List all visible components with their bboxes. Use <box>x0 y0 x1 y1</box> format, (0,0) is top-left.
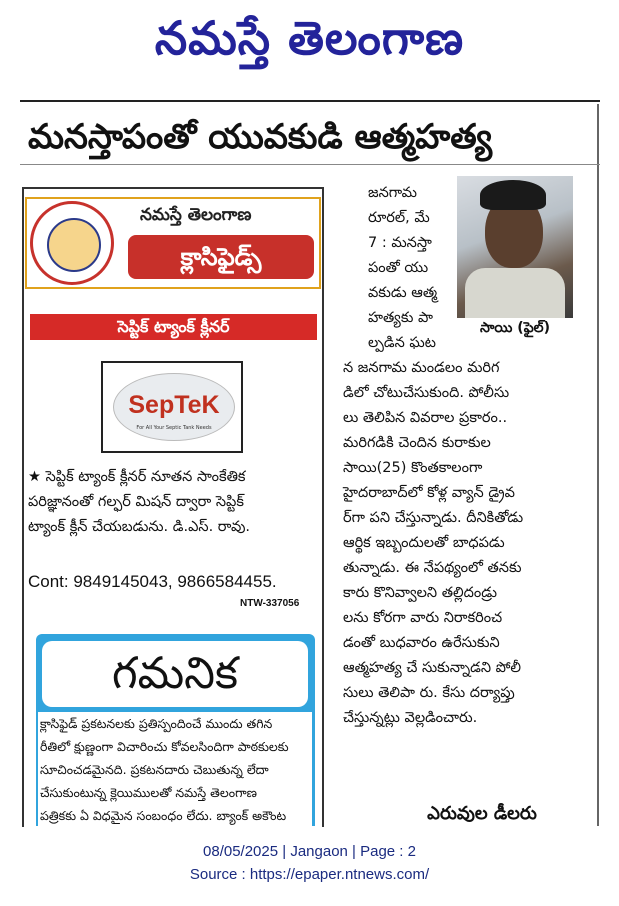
ad-contact: Cont: 9849145043, 9866584455. <box>28 572 277 591</box>
ad-category: సెప్టిక్ ట్యాంక్ క్లీనర్ <box>30 314 317 340</box>
ad-body <box>28 465 316 540</box>
septek-logo-tagline: For All Your Septic Tank Needs <box>136 425 212 431</box>
story-line: డంతో బుధవారం ఉరేసుకుని <box>343 635 500 651</box>
person-photo-shirt <box>465 268 565 318</box>
headline-rule <box>20 164 600 165</box>
classifieds-seal-icon <box>30 201 114 285</box>
classifieds-brand-name: నమస్తే తెలంగాణ <box>140 205 252 225</box>
story-line: కారు కొనివ్వాలని తల్లిదండ్రు <box>343 585 497 601</box>
ad-body-line: ★ సెప్టిక్ ట్యాంక్ క్లీనర్ నూతన సాంకేతిక <box>28 469 246 485</box>
footer-date-edition: 08/05/2025 | Jangaon | Page : 2 <box>203 843 416 860</box>
story-line: లను కోరగా వారు నిరాకరించ <box>343 610 503 626</box>
next-article-subhead: ఎరువుల డీలరు <box>427 803 537 824</box>
ad-body-line: ట్యాంక్ క్లీన్ చేయబడును. డి.ఎస్. రావు. <box>28 519 251 535</box>
notice-line: క్లాసిఫైడ్ ప్రకటనలకు ప్రతిస్పందించే ముందు తగిన <box>40 716 273 731</box>
story-line: 7 : మనస్తా <box>368 235 432 251</box>
photo-caption: సాయి (ఫైల్) <box>480 320 550 336</box>
story-line: చేస్తున్నట్లు వెల్లడించారు. <box>343 710 478 726</box>
notice-line: పత్రికకు ఏ విధమైన సంబంధం లేదు. బ్యాంక్ అకౌంట <box>40 808 287 823</box>
story-line: సాయి(25) కొంతకాలంగా <box>343 460 483 476</box>
story-line: జనగామ <box>368 185 418 201</box>
story-line: ర్‌గా పని చేస్తున్నాడు. దీనికితోడు <box>343 510 524 526</box>
story-line: తున్నాడు. ఈ నేపథ్యంలో తనకు <box>343 560 522 576</box>
ad-body-line: పరిజ్ఞానంతో గల్ఫర్ మిషన్ ద్వారా సెప్టిక్ <box>28 494 244 510</box>
septek-logo <box>101 361 243 453</box>
ad-code: NTW-337056 <box>240 598 300 609</box>
story-line: డిలో చోటుచేసుకుంది. పోలీసు <box>343 385 510 401</box>
classifieds-label: క్లాసిఫైడ్స్ <box>128 235 314 279</box>
person-photo-hair <box>480 180 546 210</box>
story-line: న జనగామ మండలం మరిగ <box>343 360 500 376</box>
story-line: ఆత్మహత్య చే సుకున్నాడని పోలీ <box>343 660 522 676</box>
story-line: రూరల్, మే <box>368 210 430 226</box>
story-line: హత్యకు పా <box>368 310 433 326</box>
notice-title: గమనిక <box>111 648 239 699</box>
story-line: లు తెలిపిన వివరాల ప్రకారం.. <box>343 410 508 426</box>
masthead-rule <box>20 100 600 102</box>
story-line: మరిగడికి చెందిన కురాకుల <box>343 435 491 451</box>
notice-line: రీతిలో క్షుణ్ణంగా విచారించు కోవలసిందిగా పాఠకులకు <box>40 739 289 754</box>
story-line: సులు తెలిపా రు. కేసు దర్యాప్తు <box>343 685 515 701</box>
septek-logo-text: SepTeK <box>128 391 220 419</box>
masthead-title: నమస్తే తెలంగాణ <box>154 11 465 65</box>
story-line: హైదరాబాద్‌లో కోళ్ల వ్యాన్ డ్రైవ <box>343 485 515 501</box>
story-line: ఆర్థిక ఇబ్బందులతో బాధపడు <box>343 535 505 551</box>
column-rule <box>597 104 599 826</box>
footer-source: Source : https://epaper.ntnews.com/ <box>189 866 430 883</box>
story-line: వకుడు ఆత్మ <box>368 285 438 301</box>
story-line: ల్పడిన ఘట <box>368 335 436 351</box>
notice-line: చేసుకుంటున్న క్లెయిములతో నమస్తే తెలంగాణ <box>40 785 257 800</box>
article-headline: మనస్తాపంతో యువకుడి ఆత్మహత్య <box>28 117 493 157</box>
notice-body <box>38 712 312 826</box>
story-line: పంతో యు <box>368 260 429 276</box>
notice-line: సూచించడమైనది. ప్రకటనదారు చెబుతున్న లేదా <box>40 762 269 777</box>
